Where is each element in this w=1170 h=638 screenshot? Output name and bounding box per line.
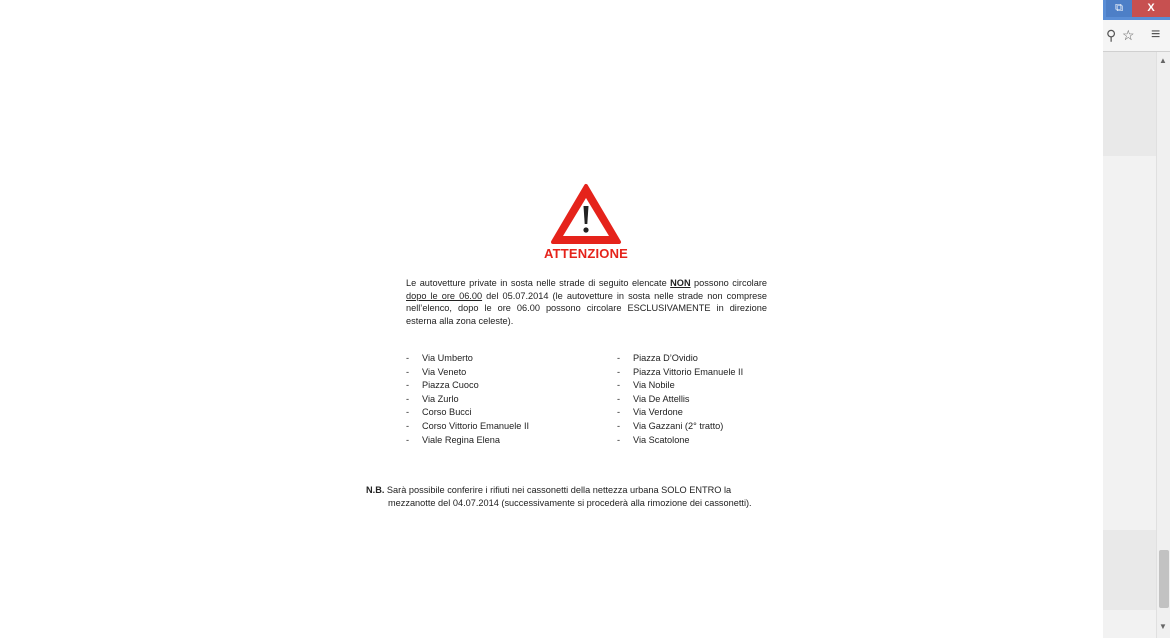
list-item: - Viale Regina Elena (406, 434, 500, 445)
restore-window-button[interactable]: ⧉ (1106, 0, 1132, 17)
side-gutter-lower (1103, 530, 1156, 610)
bookmark-star-icon[interactable]: ☆ (1122, 27, 1135, 43)
street-list-right (617, 352, 743, 447)
close-window-button[interactable]: X (1132, 0, 1170, 17)
list-item: - Via Veneto (406, 366, 467, 377)
list-item: - Corso Bucci (406, 407, 472, 418)
nb-note (366, 484, 767, 509)
list-item: - Via Nobile (617, 380, 675, 391)
para-text-1: Le autovetture private in sosta nelle strade di seguito elencate (406, 278, 671, 288)
nb-label: N.B. (366, 485, 385, 495)
menu-icon[interactable]: ≡ (1151, 26, 1161, 43)
notice-title: ATTENZIONE (543, 246, 629, 261)
window-titlebar (1103, 0, 1170, 20)
list-item: - Corso Vittorio Emanuele II (406, 420, 530, 431)
list-item: - Via Verdone (617, 407, 683, 418)
list-item: - Piazza Vittorio Emanuele II (617, 366, 744, 377)
para-text-3: del 05.07.2014 (le autovetture in sosta nelle strade non comprese nell’elenco, dopo le ore 06.00 possono circolare ESCLUSIVAMENTE in direzione esterna alla zona celeste). (406, 290, 767, 327)
list-item: - Via Zurlo (406, 393, 459, 404)
browser-chrome (1103, 0, 1170, 638)
para-non: NON (670, 278, 691, 288)
list-item: - Piazza Cuoco (406, 380, 479, 391)
browser-toolbar (1103, 20, 1170, 52)
para-after-time: dopo le ore 06.00 (406, 290, 483, 301)
notice-paragraph (406, 277, 767, 328)
warning-triangle-icon (549, 182, 623, 246)
list-item: - Piazza D’Ovidio (617, 353, 698, 363)
scroll-up-arrow[interactable]: ▲ (1159, 56, 1167, 65)
list-item: - Via Umberto (406, 353, 473, 363)
nb-text-2: mezzanotte del 04.07.2014 (successivamente si procederà alla rimozione dei cassonetti). (388, 497, 752, 508)
vertical-scrollbar[interactable] (1156, 52, 1170, 638)
search-icon[interactable]: ⚲ (1106, 27, 1117, 43)
para-text-2: possono circolare (690, 278, 767, 288)
nb-text-1: Sarà possibile conferire i rifiuti nei cassonetti della nettezza urbana SOLO ENTRO la (384, 485, 732, 495)
list-item: - Via De Attellis (617, 393, 690, 404)
scrollbar-thumb[interactable] (1159, 550, 1169, 608)
scroll-down-arrow[interactable]: ▼ (1159, 622, 1167, 631)
street-list-left (406, 352, 529, 447)
list-item: - Via Gazzani (2° tratto) (617, 420, 724, 431)
side-gutter (1103, 52, 1156, 156)
list-item: - Via Scatolone (617, 434, 690, 445)
